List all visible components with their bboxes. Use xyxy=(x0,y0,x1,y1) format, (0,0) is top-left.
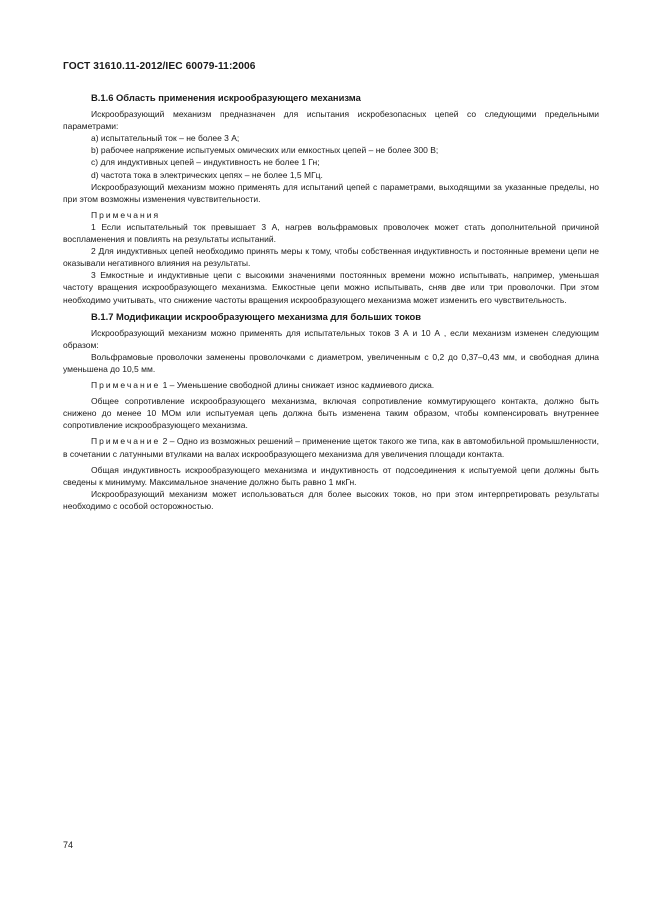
document-body xyxy=(63,92,599,512)
list-item: c) для индуктивных цепей – индуктивность не более 1 Гн; xyxy=(91,157,320,168)
note-item: 3 Емкостные и индуктивные цепи с высокими значениями постоянных времени можно испытывать, например, уменьшая частоту вращения искрообразующего механизма. Емкостные цепи можно испытывать, сняв две или три проволочки. При этом необходимо учитывать, что снижение частоты вращения искрообразующего механизма может изменить его чувствительность. xyxy=(63,270,599,305)
note-item: 1 Если испытательный ток превышает 3 А, нагрев вольфрамовых проволочек может стать дополнительной причиной воспламенения и повлиять на результаты испытаний. xyxy=(63,221,599,245)
note-label: Примечание xyxy=(91,380,161,391)
note-text: 1 – Уменьшение свободной длины снижает износ кадмиевого диска. xyxy=(160,380,435,391)
list-item: d) частота тока в электрических цепях – не более 1,5 МГц. xyxy=(91,169,323,180)
section-heading-b17: B.1.7 Модификации искрообразующего механизма для больших токов xyxy=(91,310,422,322)
list-item: a) испытательный ток – не более 3 А; xyxy=(91,133,240,144)
paragraph: Искрообразующий механизм предназначен для испытания искробезопасных цепей со следующими предельными параметрами: xyxy=(63,109,599,132)
list-item: b) рабочее напряжение испытуемых омических или емкостных цепей – не более 300 В; xyxy=(91,145,439,156)
notes-label: Примечания xyxy=(91,209,161,220)
note-label: Примечание xyxy=(91,436,161,447)
paragraph: Искрообразующий механизм можно применять для испытаний цепей с параметрами, выходящими за указанные пределы, но при этом возможны изменения чувствительности. xyxy=(63,181,599,204)
paragraph: Вольфрамовые проволочки заменены проволочками с диаметром, увеличенным с 0,2 до 0,37–0,43 мм, и свободная длина уменьшена до 10,5 мм. xyxy=(63,351,599,374)
note-item: 2 Для индуктивных цепей необходимо принять меры к тому, чтобы собственная индуктивность и постоянные времени цепи не оказывали негативного влияния на результаты. xyxy=(63,246,599,269)
paragraph: Искрообразующий механизм можно применять для испытательных токов 3 А и 10 А , если механизм изменен следующим образом: xyxy=(63,327,599,350)
section-heading-b16: B.1.6 Область применения искрообразующего механизма xyxy=(91,92,361,103)
paragraph: Общее сопротивление искрообразующего механизма, включая сопротивление коммутирующего контакта, должно быть снижено до менее 10 МОм или испытуемая цепь должна быть изменена таким образом, чтобы компенсировать внутреннее сопротивление искрообразующего механизма. xyxy=(63,396,599,431)
page-number: 74 xyxy=(63,840,74,850)
note-paragraph xyxy=(63,379,599,391)
paragraph: Общая индуктивность искрообразующего механизма и индуктивность от подсоединения к испытуемой цепи должны быть сведены к минимуму. Максимальное значение должно быть равно 1 мкГн. xyxy=(63,464,599,487)
note-paragraph xyxy=(63,435,599,459)
paragraph: Искрообразующий механизм может использоваться для более высоких токов, но при этом интерпретировать результаты необходимо с особой осторожностью. xyxy=(63,488,599,511)
document-header: ГОСТ 31610.11-2012/IEC 60079-11:2006 xyxy=(63,61,256,72)
note-text: 2 – Одно из возможных решений – применение щеток такого же типа, как в автомобильной промышленности, в сочетании с латунными втулками на валах искрообразующего механизма для увеличения площади контакта. xyxy=(63,436,599,459)
